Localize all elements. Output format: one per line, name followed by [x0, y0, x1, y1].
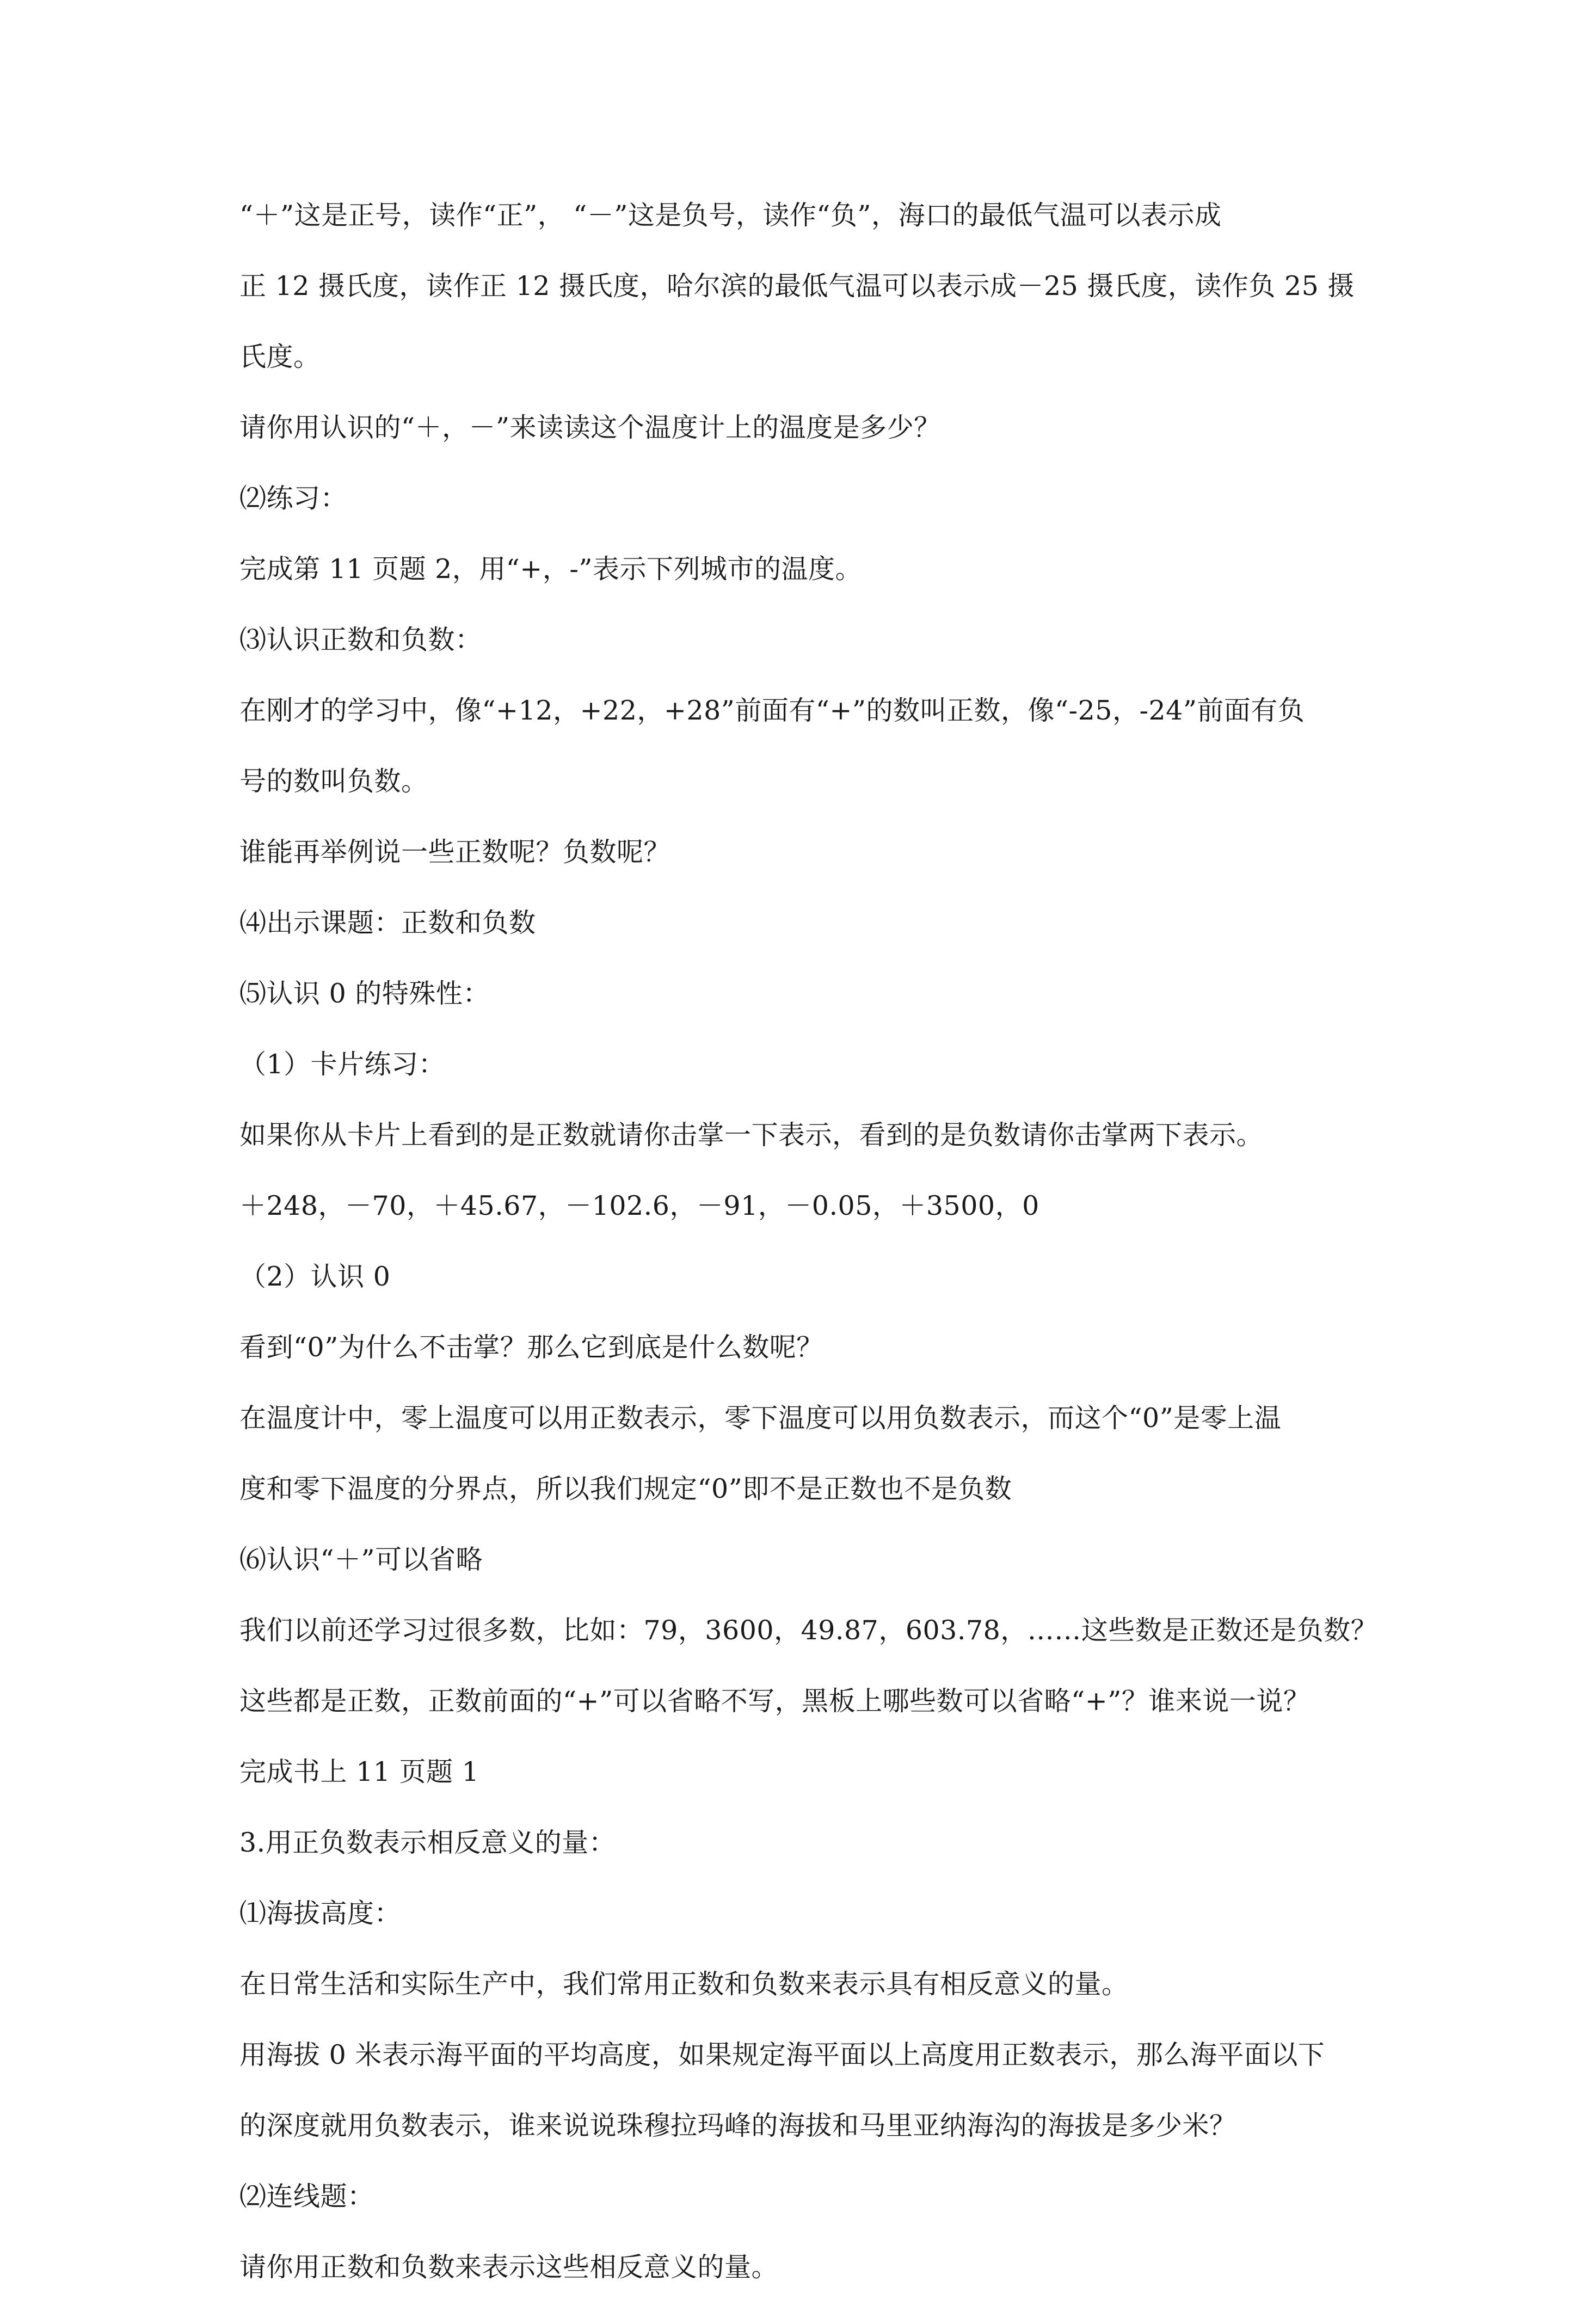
section-heading: ⑸认识 0 的特殊性：	[239, 978, 490, 1009]
subsection-heading: （1）卡片练习：	[239, 1049, 446, 1080]
document-body	[239, 200, 1378, 2324]
text-line: 请你用认识的“＋，－”来读读这个温度计上的温度是多少？	[239, 412, 941, 443]
text-line: 完成第 11 页题 2，用“+，-”表示下列城市的温度。	[239, 554, 862, 585]
text-line: 在温度计中，零上温度可以用正数表示，零下温度可以用负数表示，而这个“0”是零上温	[239, 1403, 1282, 1434]
subsection-heading: （2）认识 0	[239, 1261, 391, 1292]
text-line: 完成书上 11 页题 1	[239, 1756, 479, 1787]
text-line: 用海拔 0 米表示海平面的平均高度，如果规定海平面以上高度用正数表示，那么海平面以下	[239, 2039, 1325, 2070]
section-heading: ⑹认识“＋”可以省略	[239, 1544, 483, 1575]
text-line: “＋”这是正号，读作“正”， “－”这是负号，读作“负”，海口的最低气温可以表示成	[239, 200, 1222, 231]
text-line: 如果你从卡片上看到的是正数就请你击掌一下表示，看到的是负数请你击掌两下表示。	[239, 1120, 1264, 1151]
text-line: 度和零下温度的分界点，所以我们规定“0”即不是正数也不是负数	[239, 1473, 1012, 1504]
text-line: 请你用正数和负数来表示这些相反意义的量。	[239, 2252, 779, 2283]
text-line: 这些都是正数，正数前面的“+”可以省略不写，黑板上哪些数可以省略“+”？谁来说一说？	[239, 1686, 1311, 1717]
text-line: 的深度就用负数表示，谁来说说珠穆拉玛峰的海拔和马里亚纳海沟的海拔是多少米？	[239, 2110, 1236, 2141]
section-heading: 3.用正负数表示相反意义的量：	[239, 1827, 616, 1858]
text-line: 氏度。	[239, 341, 321, 372]
section-heading: ⑶认识正数和负数：	[239, 624, 482, 655]
subsection-heading: ⑴海拔高度：	[239, 1898, 402, 1929]
text-line: 号的数叫负数。	[239, 766, 428, 797]
text-line: 我们以前还学习过很多数，比如：79，3600，49.87，603.78，……这些数是正数还是负数？	[239, 1615, 1378, 1646]
section-heading: ⑷出示课题：正数和负数	[239, 907, 536, 938]
text-line: 在刚才的学习中，像“+12，+22，+28”前面有“+”的数叫正数，像“-25，-24”前面有负	[239, 695, 1305, 726]
text-line: 看到“0”为什么不击掌？那么它到底是什么数呢？	[239, 1332, 823, 1363]
section-heading: ⑵练习：	[239, 483, 348, 514]
number-list-line: ＋248，－70，＋45.67，－102.6，－91，－0.05，＋3500，0	[239, 1190, 1039, 1221]
text-line: 正 12 摄氏度，读作正 12 摄氏度，哈尔滨的最低气温可以表示成－25 摄氏度，读作负 25 摄	[239, 270, 1355, 302]
text-line: 谁能再举例说一些正数呢？负数呢？	[239, 837, 671, 868]
text-line: 在日常生活和实际生产中，我们常用正数和负数来表示具有相反意义的量。	[239, 1969, 1129, 2000]
subsection-heading: ⑵连线题：	[239, 2181, 374, 2212]
